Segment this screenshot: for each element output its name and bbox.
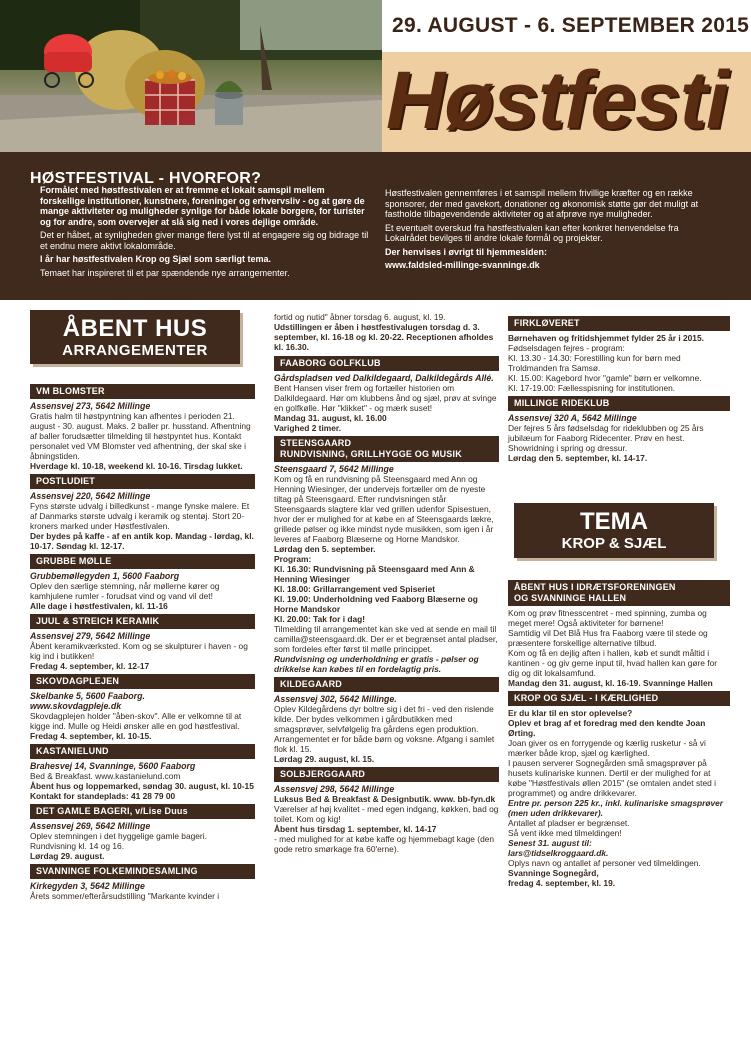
middle-listings — [274, 356, 499, 854]
section-heading: SVANNINGE FOLKEMINDESAMLING — [30, 864, 255, 879]
listing-text: Der bydes på kaffe - af en antik kop. Mandag - lørdag, kl. 10-17. Søndag kl. 12-17. — [30, 531, 254, 551]
listing-text: Fredag 4. september, kl. 10-15. — [30, 731, 152, 741]
listing-text: Kl. 20.00: Tak for i dag! — [274, 614, 366, 624]
listing-text: Kom og få en rundvisning på Steensgaard med Ann og Henning Wiesinger, der undervejs fortæller om de nyeste tiltag på Steensgaard. Efter rundvisningen står Steensgaards slagtere klar ved grillen udenfor Spisestuen, hvor der er mulighed for at købe en af Steensgaards lækre, grillede pølser og ikke mindst nyde musikken, som igen i år leveres af Faaborg Blæserne og Horne Mandskor. — [274, 474, 494, 544]
section-heading: STEENSGAARD RUNDVISNING, GRILLHYGGE OG MUSIK — [274, 436, 499, 462]
theme-subtitle: KROP & SJÆL — [561, 535, 667, 552]
listing-text: Åbent hus tirsdag 1. september, kl. 14-17 — [274, 824, 437, 834]
section-heading: MILLINGE RIDEKLUB — [508, 396, 730, 411]
listing-section — [508, 316, 730, 393]
intro-title: HØSTFESTIVAL - HVORFOR? — [30, 170, 262, 187]
banner-subtitle: ARRANGEMENTER — [62, 342, 208, 359]
listing-text: Senest 31. august til: — [508, 838, 592, 848]
header-photo — [0, 0, 382, 152]
listing-address: Assensvej 320 A, 5642 Millinge — [508, 413, 637, 423]
intro-paragraph: Der henvises i øvrigt til hjemmesiden: — [385, 246, 548, 257]
right-column — [508, 316, 730, 891]
listing-text: Åbent hus og loppemarked, søndag 30. august, kl. 10-15 — [30, 781, 254, 791]
listing-text: Varighed 2 timer. — [274, 423, 342, 433]
listing-address: www.skovdagpleje.dk — [30, 701, 122, 711]
open-house-banner — [30, 310, 240, 364]
listing-section — [274, 356, 499, 433]
listing-text: Samtidig vil Det Blå Hus fra Faaborg være til stede og præsentere forskellige alternative tilbud. — [508, 628, 708, 648]
listing-text: Bed & Breakfast. www.kastanielund.com — [30, 771, 181, 781]
middle-column — [274, 312, 499, 857]
listing-text: Entre pr. person 225 kr., inkl. kulinariske smagsprøver (men uden drikkevarer). — [508, 798, 724, 818]
listing-text: Alle dage i høstfestivalen, kl. 11-16 — [30, 601, 168, 611]
listing-section — [30, 474, 255, 551]
listing-section — [508, 691, 730, 888]
intro-paragraph: www.faldsled-millinge-svanninge.dk — [385, 260, 540, 270]
listing-text: Tilmelding til arrangementet kan ske ved at sende en mail til camilla@steensgaard.dk. Der er et begrænset antal pladser, som fordeles efter først til mølle princippet. — [274, 624, 498, 654]
listing-section — [30, 384, 255, 471]
section-heading: VM BLOMSTER — [30, 384, 255, 399]
listing-text: Åbent keramikværksted. Kom og se skulpturer i haven - og kig ind i butikken! — [30, 641, 248, 661]
listing-text: Antallet af pladser er begrænset. — [508, 818, 630, 828]
listing-address: Skelbanke 5, 5600 Faaborg. — [30, 691, 145, 701]
listing-text: Skovdagplejen holder "åben-skov". Alle er velkomne til at kigge ind. Mulle og Heidi ønsker alle en god høstfestival. — [30, 711, 242, 731]
intro-paragraph: Det er håbet, at synligheden giver mange flere lyst til at engagere sig og bidrage til et endnu mere aktivt lokalområde. — [40, 230, 369, 251]
listing-text: Værelser af høj kvalitet - med egen indgang, køkken, bad og toilet. Kom og kig! — [274, 804, 499, 824]
listing-text: Svanninge Sognegård, — [508, 868, 599, 878]
section-heading: JUUL & STREICH KERAMIK — [30, 614, 255, 629]
listing-address: Assensvej 279, 5642 Millinge — [30, 631, 151, 641]
listing-address: Kirkegyden 3, 5642 Millinge — [30, 881, 145, 891]
listing-section — [274, 436, 499, 674]
listing-text: fredag 4. september, kl. 19. — [508, 878, 616, 888]
listing-section — [30, 744, 255, 801]
listing-text: Kl. 18.00: Grillarrangement ved Spiseriet — [274, 584, 436, 594]
listing-text: Årets sommer/efterårsudstilling "Markante kvinder i — [30, 891, 220, 901]
listing-section — [508, 580, 730, 688]
listing-text: Lørdag 29. august, kl. 15. — [274, 754, 375, 764]
open-house-listings — [30, 384, 255, 901]
listing-text: Joan giver os en forrygende og kærlig rusketur - så vi mærker både krop, sjæl og kærlighed. — [508, 738, 706, 758]
section-heading: DET GAMLE BAGERI, v/Lise Duus — [30, 804, 255, 819]
listing-text: Der fejres 5 års fødselsdag for rideklubben og 25 års jubilæum for Faaborg Ridecenter. Prøv en hest. Showridning i spring og dressur. — [508, 423, 704, 453]
festival-title: Høstfesti — [386, 55, 728, 146]
section-heading: FIRKLØVERET — [508, 316, 730, 331]
listing-text: Kl. 17-19.00: Fællesspisning for institutionen. — [508, 383, 676, 393]
listing-address: Steensgaard 7, 5642 Millinge — [274, 464, 394, 474]
section-heading: KASTANIELUND — [30, 744, 255, 759]
listing-section — [30, 864, 255, 901]
listing-text: Lørdag den 5. september, kl. 14-17. — [508, 453, 648, 463]
listing-text: Oplev et brag af et foredrag med den kendte Joan Ørting. — [508, 718, 706, 738]
section-heading: FAABORG GOLFKLUB — [274, 356, 499, 371]
right-listings-top — [508, 316, 730, 463]
listing-text: Udstillingen er åben i høstfestivalugen torsdag d. 3. september, kl. 16-18 og kl. 20-22. Receptionen afholdes kl. 16.30. — [274, 322, 494, 352]
section-heading: ÅBENT HUS I IDRÆTSFORENINGEN OG SVANNINGE HALLEN — [508, 580, 730, 606]
banner-title: ÅBENT HUS — [62, 315, 208, 342]
listing-text: lars@tidselkroggaard.dk. — [508, 848, 609, 858]
listing-section — [30, 804, 255, 861]
listing-text: Fødselsdagen fejres - program: — [508, 343, 625, 353]
section-heading: KROP OG SJÆL - I KÆRLIGHED — [508, 691, 730, 706]
listing-text: Mandag 31. august, kl. 16.00 — [274, 413, 387, 423]
listing-text: Kl. 16.30: Rundvisning på Steensgaard med Ann & Henning Wiesinger — [274, 564, 475, 584]
listing-text: Oplev den særlige stemning, når møllerne kører og kamhjulene rumler - forudsat vind og vand vil det! — [30, 581, 220, 601]
autumn-decoration-illustration — [0, 0, 382, 152]
open-house-column — [30, 310, 255, 904]
listing-text: Kl. 19.00: Underholdning ved Faaborg Blæserne og Horne Mandskor — [274, 594, 478, 614]
section-heading: GRUBBE MØLLE — [30, 554, 255, 569]
listing-text: Gratis halm til høstpyntning kan afhentes i perioden 21. august - 30. august. Maks. 2 baller pr. husstand. Afhentning af baller forudsætter tilmelding til høstpyntet hus. Kontakt personalet ved VM Blomster ved afhentning, der skal ske i åbningstiden. — [30, 411, 251, 461]
listing-text: Rundvisning og underholdning er gratis - pølser og drikkelse kan købes til en fordelagtig pris. — [274, 654, 479, 674]
listing-text: Kom og prøv fitnesscentret - med spinning, zumba og meget mere! Også aktiviteter for børnene! — [508, 608, 707, 628]
listing-address: Assensvej 302, 5642 Millinge. — [274, 694, 397, 704]
listing-text: Kom og få en dejlig aften i hallen, køb et sundt måltid i kantinen - og giv gerne input til, hvad hallen kan gøre for dig og dit lokalsamfund. — [508, 648, 718, 678]
intro-left-column — [40, 185, 370, 281]
listing-section — [508, 396, 730, 463]
theme-listings — [508, 580, 730, 888]
section-heading: POSTLUDIET — [30, 474, 255, 489]
listing-section — [30, 614, 255, 671]
intro-right-column — [385, 188, 720, 274]
section-heading: KILDEGAARD — [274, 677, 499, 692]
listing-text: Oplys navn og antallet af personer ved tilmeldingen. — [508, 858, 701, 868]
listing-address: Gårdspladsen ved Dalkildegaard, Dalkildegårds Allé. — [274, 373, 494, 383]
listing-text: Lørdag den 5. september. — [274, 544, 376, 554]
listing-text: Bent Hansen viser frem og fortæller historien om Dalkildegaard. Hør om klubbens ånd og sjæl, prøv at svinge en golfkølle. Hør "klikket" - og mærk suset! — [274, 383, 497, 413]
listing-text: Kl. 13.30 - 14.30: Forestilling kun for børn med Troldmanden fra Samsø. — [508, 353, 681, 373]
listing-text: Fredag 4. september, kl. 12-17 — [30, 661, 150, 671]
title-band — [382, 52, 751, 152]
listing-text: Mandag den 31. august, kl. 16-19. Svanninge Hallen — [508, 678, 713, 688]
listing-section — [30, 674, 255, 741]
listing-text: Kl. 15.00: Kagebord hvor "gamle" børn er velkomne. — [508, 373, 702, 383]
intro-paragraph: I år har høstfestivalen Krop og Sjæl som særligt tema. — [40, 254, 272, 264]
listing-address: Assensvej 220, 5642 Millinge — [30, 491, 151, 501]
listing-text: - med mulighed for at købe kaffe og hjemmebagt kage (den gode retro smørkage fra 60'erne). — [274, 834, 495, 854]
continued-listing — [274, 312, 499, 352]
listing-text: fortid og nutid" åbner torsdag 6. august, kl. 19. — [274, 312, 446, 322]
theme-title: TEMA — [580, 508, 648, 535]
listing-text: Er du klar til en stor oplevelse? — [508, 708, 633, 718]
listing-address: Brahesvej 14, Svanninge, 5600 Faaborg — [30, 761, 196, 771]
listing-address: Assensvej 273, 5642 Millinge — [30, 401, 151, 411]
intro-paragraph: Et eventuelt overskud fra høstfestivalen kan efter konkret henvendelse fra Lokalrådet bevilges til andre lokale formål og projekter. — [385, 222, 679, 243]
section-heading: SKOVDAGPLEJEN — [30, 674, 255, 689]
theme-banner — [514, 503, 714, 558]
intro-paragraph: Temaet har inspireret til et par spændende nye arrangementer. — [40, 267, 290, 278]
listing-text: Kontakt for standeplads: 41 28 79 00 — [30, 791, 176, 801]
intro-paragraph: Høstfestivalen gennemføres i et samspil mellem frivillige kræfter og en række sponsorer, der med gavekort, donationer og økonomisk støtte gør det muligt at fastholde tilbagevendende aktiviteter og at afprøve nye muligheder. — [385, 188, 699, 219]
listing-text: Børnehaven og fritidshjemmet fylder 25 år i 2015. — [508, 333, 704, 343]
section-heading: SOLBJERGGAARD — [274, 767, 499, 782]
listing-section — [274, 767, 499, 854]
festival-dates: 29. AUGUST - 6. SEPTEMBER 2015 — [392, 14, 750, 37]
listing-address: Assensvej 269, 5642 Millinge — [30, 821, 151, 831]
intro-paragraph: Formålet med høstfestivalen er at fremme et lokalt samspil mellem forskellige institutioner, kunstnere, foreninger og erhvervsliv - og at gøre de mange aktiviteter og muligheder synlige for både lokale borgere, for turister og for andre, som overvejer at slå sig ned i vores dejlige område. — [40, 185, 365, 227]
listing-text: Oplev stemningen i det hyggelige gamle bageri. Rundvisning kl. 14 og 16. — [30, 831, 207, 851]
listing-section — [30, 554, 255, 611]
listing-text: I pausen serverer Sognegården små smagsprøver på husets kulinariske kunnen. Dertil er der mulighed for at købe "Høstfestivals øllen 2015" (se omtalen andet sted i programmet) og andre drikkevarer. — [508, 758, 716, 798]
listing-text: Oplev Kildegårdens dyr boltre sig i det fri - ved den rislende kilde. Der bydes velkommen i gårdbutikken med smagsprøver, selvfølgelig fra gårdens egen produktion. Arrangementet er for både børn og voksne. Afgang i samlet flok kl. 15. — [274, 704, 495, 754]
listing-address: Assensvej 298, 5642 Millinge — [274, 784, 395, 794]
listing-text: Luksus Bed & Breakfast & Designbutik. www. bb-fyn.dk — [274, 794, 496, 804]
listing-text: Lørdag 29. august. — [30, 851, 105, 861]
listing-text: Program: — [274, 554, 312, 564]
listing-text: Så vent ikke med tilmeldingen! — [508, 828, 622, 838]
listing-text: Hverdage kl. 10-18, weekend kl. 10-16. Tirsdag lukket. — [30, 461, 243, 471]
listing-text: Fyns største udvalg i billedkunst - mange fynske malere. Et af Danmarks største udvalg i keramik og stentøj. Stort 20-kroners marked under Høstfestivalen. — [30, 501, 250, 531]
listing-section — [274, 677, 499, 764]
listing-address: Grubbemøllegyden 1, 5600 Faaborg — [30, 571, 180, 581]
